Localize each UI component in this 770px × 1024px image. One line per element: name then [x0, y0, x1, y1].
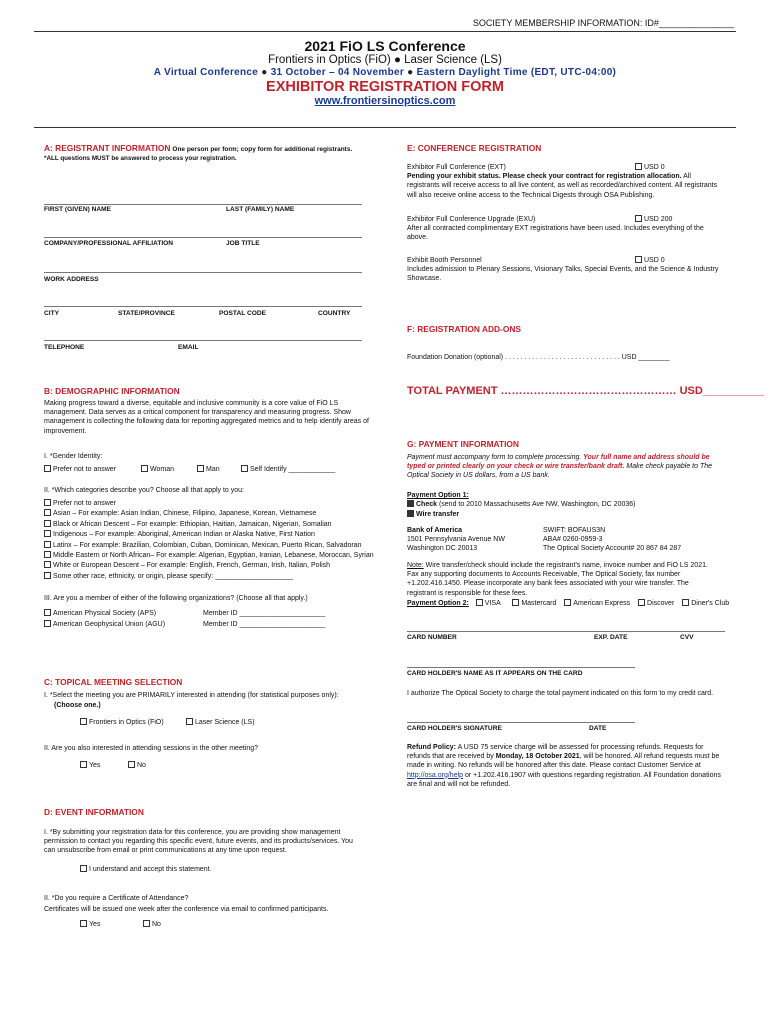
booth-price[interactable]: USD 0: [635, 256, 665, 265]
meta-virtual: A Virtual Conference: [153, 67, 259, 78]
job-title-label: JOB TITLE: [226, 240, 260, 247]
registration-ext: [407, 163, 719, 200]
swift-code: SWIFT: BOFAUS3N: [543, 527, 606, 534]
checkbox[interactable]: [44, 541, 51, 548]
certificate-no[interactable]: No: [143, 920, 161, 929]
meeting-question: I. *Select the meeting you are PRIMARILY interested in attending (for statistical purposes only):: [44, 692, 339, 699]
account-number: The Optical Society Account# 20 867 84 287: [543, 545, 682, 553]
telephone-label: TELEPHONE: [44, 344, 85, 351]
exu-name: Exhibitor Full Conference Upgrade (EXU): [407, 216, 536, 223]
checkbox[interactable]: [635, 215, 642, 222]
accept-statement[interactable]: I understand and accept this statement.: [80, 865, 212, 874]
company-field-line[interactable]: [44, 237, 362, 238]
payment-option-1: Payment Option 1:: [407, 492, 469, 499]
card-visa[interactable]: VISA: [476, 600, 501, 607]
checkbox[interactable]: [143, 920, 150, 927]
website-link[interactable]: www.frontiersinoptics.com: [314, 95, 456, 107]
checkbox[interactable]: [512, 599, 519, 606]
exu-desc: After all contracted complimentary EXT registrations have been used. Includes everything of the above.: [407, 225, 704, 242]
card-mastercard[interactable]: Mastercard: [512, 600, 556, 607]
payment-option-2: Payment Option 2: VISA Mastercard American Express Discover Diner's Club: [407, 600, 730, 607]
checkbox[interactable]: [141, 465, 148, 472]
category-option[interactable]: Prefer not to answer: [44, 499, 389, 509]
checkbox[interactable]: [197, 465, 204, 472]
first-name-label: FIRST (GIVEN) NAME: [44, 206, 112, 213]
conference-title: 2021 FiO LS Conference: [304, 38, 466, 54]
checkbox[interactable]: [80, 761, 87, 768]
checkbox[interactable]: [407, 500, 414, 507]
categories-list: [44, 499, 389, 582]
member-id-agu[interactable]: Member ID ______________________: [203, 620, 326, 628]
aba-number: ABA# 0260-0959-3: [543, 536, 603, 544]
option-fio[interactable]: Frontiers in Optics (FiO): [80, 718, 164, 727]
card-number-line[interactable]: [407, 631, 725, 632]
cvv-label: CVV: [680, 634, 694, 641]
categories-question: II. *Which categories describe you? Choose all that apply to you:: [44, 487, 244, 494]
bank-details: [407, 526, 505, 554]
signature-line[interactable]: [407, 722, 635, 723]
checkbox[interactable]: [80, 865, 87, 872]
ext-status: Pending your exhibit status. Please check your contract for registration allocation.: [407, 173, 682, 181]
bullet-dot: ●: [393, 54, 401, 66]
ext-name: Exhibitor Full Conference (EXT): [407, 164, 506, 171]
checkbox[interactable]: [44, 551, 51, 558]
meta-timezone: Eastern Daylight Time (EDT, UTC-04:00): [416, 67, 617, 78]
refund-policy: Refund Policy: A USD 75 service charge will be assessed for processing refunds. Requests for refunds that are received by Monday, 18 October 2021, will be honored. All refund requests must be made in writing. No refunds will be honored after this date. Please contact Customer Service at http://osa.org/help or +1.202.416.1907 with questions regarding registration. All Foundation donations are final and will not be refunded.: [407, 744, 721, 788]
checkbox[interactable]: [682, 599, 689, 606]
event-permission-text: I. *By submitting your registration data for this conference, you are providing show management permission to contact you regarding this specific event, future events, and its products/services. You can unsubscribe from email or print communications at any time upon request.: [44, 829, 353, 855]
checkbox[interactable]: [80, 920, 87, 927]
registration-exu: [407, 215, 719, 243]
section-e-title: E: CONFERENCE REGISTRATION: [407, 143, 542, 153]
signature-label: CARD HOLDER'S SIGNATURE: [407, 725, 502, 732]
checkbox[interactable]: [407, 510, 414, 517]
phone-field-line[interactable]: [44, 340, 362, 341]
category-option[interactable]: Latinx – For example: Brazilian, Colombian, Cuban, Dominican, Mexican, Puerto Rican, Salvadoran: [44, 541, 389, 551]
other-meeting-question: II. Are you also interested in attending sessions in the other meeting?: [44, 745, 259, 752]
holder-name-line[interactable]: [407, 667, 635, 668]
help-link[interactable]: http://osa.org/help: [407, 771, 464, 779]
certificate-yes[interactable]: Yes: [80, 920, 100, 929]
state-label: STATE/PROVINCE: [118, 310, 175, 317]
option-yes[interactable]: Yes: [80, 761, 100, 770]
subtitle-ls: Laser Science (LS): [404, 54, 502, 66]
gender-question: I. *Gender Identity:: [44, 453, 103, 460]
checkbox[interactable]: [635, 163, 642, 170]
work-address-label: WORK ADDRESS: [44, 276, 99, 283]
card-number-label: CARD NUMBER: [407, 634, 457, 641]
checkbox[interactable]: [44, 520, 51, 527]
category-option[interactable]: Black or African Descent – For example: Ethiopian, Haitian, Jamaican, Nigerian, Somalian: [44, 520, 389, 530]
card-diners[interactable]: Diner's Club: [682, 600, 729, 607]
certificate-note: Certificates will be issued one week after the conference via email to confirmed participants.: [44, 906, 329, 913]
checkbox[interactable]: [186, 718, 193, 725]
meeting-choose-one: (Choose one.): [54, 702, 101, 709]
org-option-aps[interactable]: American Physical Society (APS): [44, 609, 165, 620]
checkbox[interactable]: [44, 530, 51, 537]
section-b-title: B: DEMOGRAPHIC INFORMATION: [44, 386, 180, 396]
address-field-line[interactable]: [44, 272, 362, 273]
company-label: COMPANY/PROFESSIONAL AFFILIATION: [44, 240, 174, 247]
demographic-intro: Making progress toward a diverse, equitable and inclusive community is a core value of FiO LS management. Data serves as a critical component for transparency and measuring progress. Show management is collecting the following data for reporting aggregated metrics and to help identify areas of improvement.: [44, 400, 369, 435]
org-question: III. Are you a member of either of the following organizations? (Choose all that apply.): [44, 595, 308, 602]
card-amex[interactable]: American Express: [564, 600, 630, 607]
bullet-dot: ●: [261, 67, 268, 78]
section-c-title: C: TOPICAL MEETING SELECTION: [44, 677, 183, 687]
check-option[interactable]: Check (send to 2010 Massachusetts Ave NW, Washington, DC 20036): [407, 500, 635, 509]
authorize-text: I authorize The Optical Society to charge the total payment indicated on this form to my credit card.: [407, 690, 714, 697]
checkbox[interactable]: [44, 609, 51, 616]
postal-label: POSTAL CODE: [219, 310, 267, 317]
required-note: *ALL questions MUST be answered to process your registration.: [44, 155, 237, 162]
checkbox[interactable]: [80, 718, 87, 725]
date-label: DATE: [589, 725, 607, 732]
bank-name: Bank of America: [407, 527, 462, 534]
foundation-donation[interactable]: Foundation Donation (optional) . . . . . . . . . . . . . . . . . . . . . . . . . . . . . . USD ________: [407, 354, 670, 361]
org-option-agu[interactable]: American Geophysical Union (AGU): [44, 620, 165, 631]
card-discover[interactable]: Discover: [638, 600, 674, 607]
name-field-line[interactable]: [44, 204, 362, 205]
wire-option[interactable]: Wire transfer: [407, 510, 459, 519]
gender-option[interactable]: Man: [197, 465, 220, 474]
member-id-aps[interactable]: Member ID ______________________: [203, 610, 326, 617]
wire-note: Note: Wire transfer/check should include the registrant's name, invoice number and FiO LS 2021. Fax any supporting documents to Accounts Receivable, The Optical Society, fax number +1.202.416.1450. Please incorporate any bank fees associated with your wire transfer. The registrant is responsible for these fees.: [407, 562, 708, 597]
checkbox[interactable]: [44, 509, 51, 516]
checkbox[interactable]: [44, 620, 51, 627]
society-membership-id[interactable]: SOCIETY MEMBERSHIP INFORMATION: ID#_______________: [472, 18, 734, 28]
checkbox[interactable]: [638, 599, 645, 606]
form-title: EXHIBITOR REGISTRATION FORM: [266, 79, 504, 95]
category-option[interactable]: Indigenous – For example: Aboriginal, American Indian or Alaska Native, First Nation: [44, 530, 389, 540]
category-option[interactable]: Middle Eastern or North African– For example: Algerian, Egyptian, Iranian, Lebanese, Moroccan, Syrian: [44, 551, 389, 561]
subtitle-fio: Frontiers in Optics (FiO): [268, 54, 391, 66]
checkbox[interactable]: [476, 599, 483, 606]
country-label: COUNTRY: [318, 310, 351, 317]
last-name-label: LAST (FAMILY) NAME: [226, 206, 295, 213]
bullet-dot: ●: [407, 67, 414, 78]
section-g-title: G: PAYMENT INFORMATION: [407, 439, 519, 449]
checkbox[interactable]: [44, 465, 51, 472]
exu-price[interactable]: USD 200: [635, 215, 672, 224]
header-divider: [34, 31, 736, 32]
certificate-question: II. *Do you require a Certificate of Attendance?: [44, 895, 189, 902]
gender-option[interactable]: Prefer not to answer: [44, 465, 116, 474]
section-a-title: A: REGISTRANT INFORMATION: [44, 143, 171, 153]
holder-name-label: CARD HOLDER'S NAME AS IT APPEARS ON THE CARD: [407, 670, 583, 677]
gender-option[interactable]: Self Identify ____________: [241, 465, 335, 474]
total-payment[interactable]: TOTAL PAYMENT ………………………………………… USD__________: [407, 385, 764, 397]
payment-intro: Payment must accompany form to complete processing. Your full name and address should be typed or printed clearly on your check or wire transfer/bank draft. Make check payable to The Optical Society in US dollars, from a US bank.: [407, 454, 713, 480]
checkbox[interactable]: [635, 256, 642, 263]
registration-booth: [407, 256, 719, 284]
booth-desc: Includes admission to Plenary Sessions, Visionary Talks, Special Events, and the Science & Industry Showcase.: [407, 266, 719, 283]
bank-address-2: Washington DC 20013: [407, 545, 478, 553]
checkbox[interactable]: [44, 572, 51, 579]
category-option[interactable]: Some other race, ethnicity, or origin, please specify: ____________________: [44, 572, 389, 582]
section-d-title: D: EVENT INFORMATION: [44, 807, 144, 817]
section-a-note: One person per form; copy form for additional registrants.: [172, 146, 353, 153]
bank-address-1: 1501 Pennsylvania Avenue NW: [407, 536, 505, 544]
checkbox[interactable]: [564, 599, 571, 606]
option-ls[interactable]: Laser Science (LS): [186, 718, 255, 727]
email-label: EMAIL: [178, 344, 199, 351]
account-details: [543, 526, 681, 554]
gender-option[interactable]: Woman: [141, 465, 174, 474]
city-label: CITY: [44, 310, 60, 317]
meta-dates: 31 October – 04 November: [270, 67, 405, 78]
section-a-header: [44, 143, 374, 155]
city-field-line[interactable]: [44, 306, 362, 307]
exp-date-label: EXP. DATE: [594, 634, 628, 641]
checkbox[interactable]: [44, 561, 51, 568]
checkbox[interactable]: [128, 761, 135, 768]
header-divider-bottom: [34, 127, 736, 128]
ext-desc: All registrants will receive access to all live content, as well as recorded/archived content. All registrants will also receive online access to the Technical Digests through OSA Publishing.: [407, 173, 718, 199]
option-no[interactable]: No: [128, 761, 146, 770]
checkbox[interactable]: [241, 465, 248, 472]
ext-price[interactable]: USD 0: [635, 163, 665, 172]
booth-name: Exhibit Booth Personnel: [407, 257, 482, 264]
member-id-fields: [203, 609, 325, 630]
section-f-title: F: REGISTRATION ADD-ONS: [407, 324, 521, 334]
category-option[interactable]: Asian – For example: Asian Indian, Chinese, Filipino, Japanese, Korean, Vietnamese: [44, 509, 389, 519]
checkbox[interactable]: [44, 499, 51, 506]
category-option[interactable]: White or European Descent – For example: English, French, German, Irish, Italian, Polish: [44, 561, 389, 571]
org-options: [44, 609, 165, 630]
